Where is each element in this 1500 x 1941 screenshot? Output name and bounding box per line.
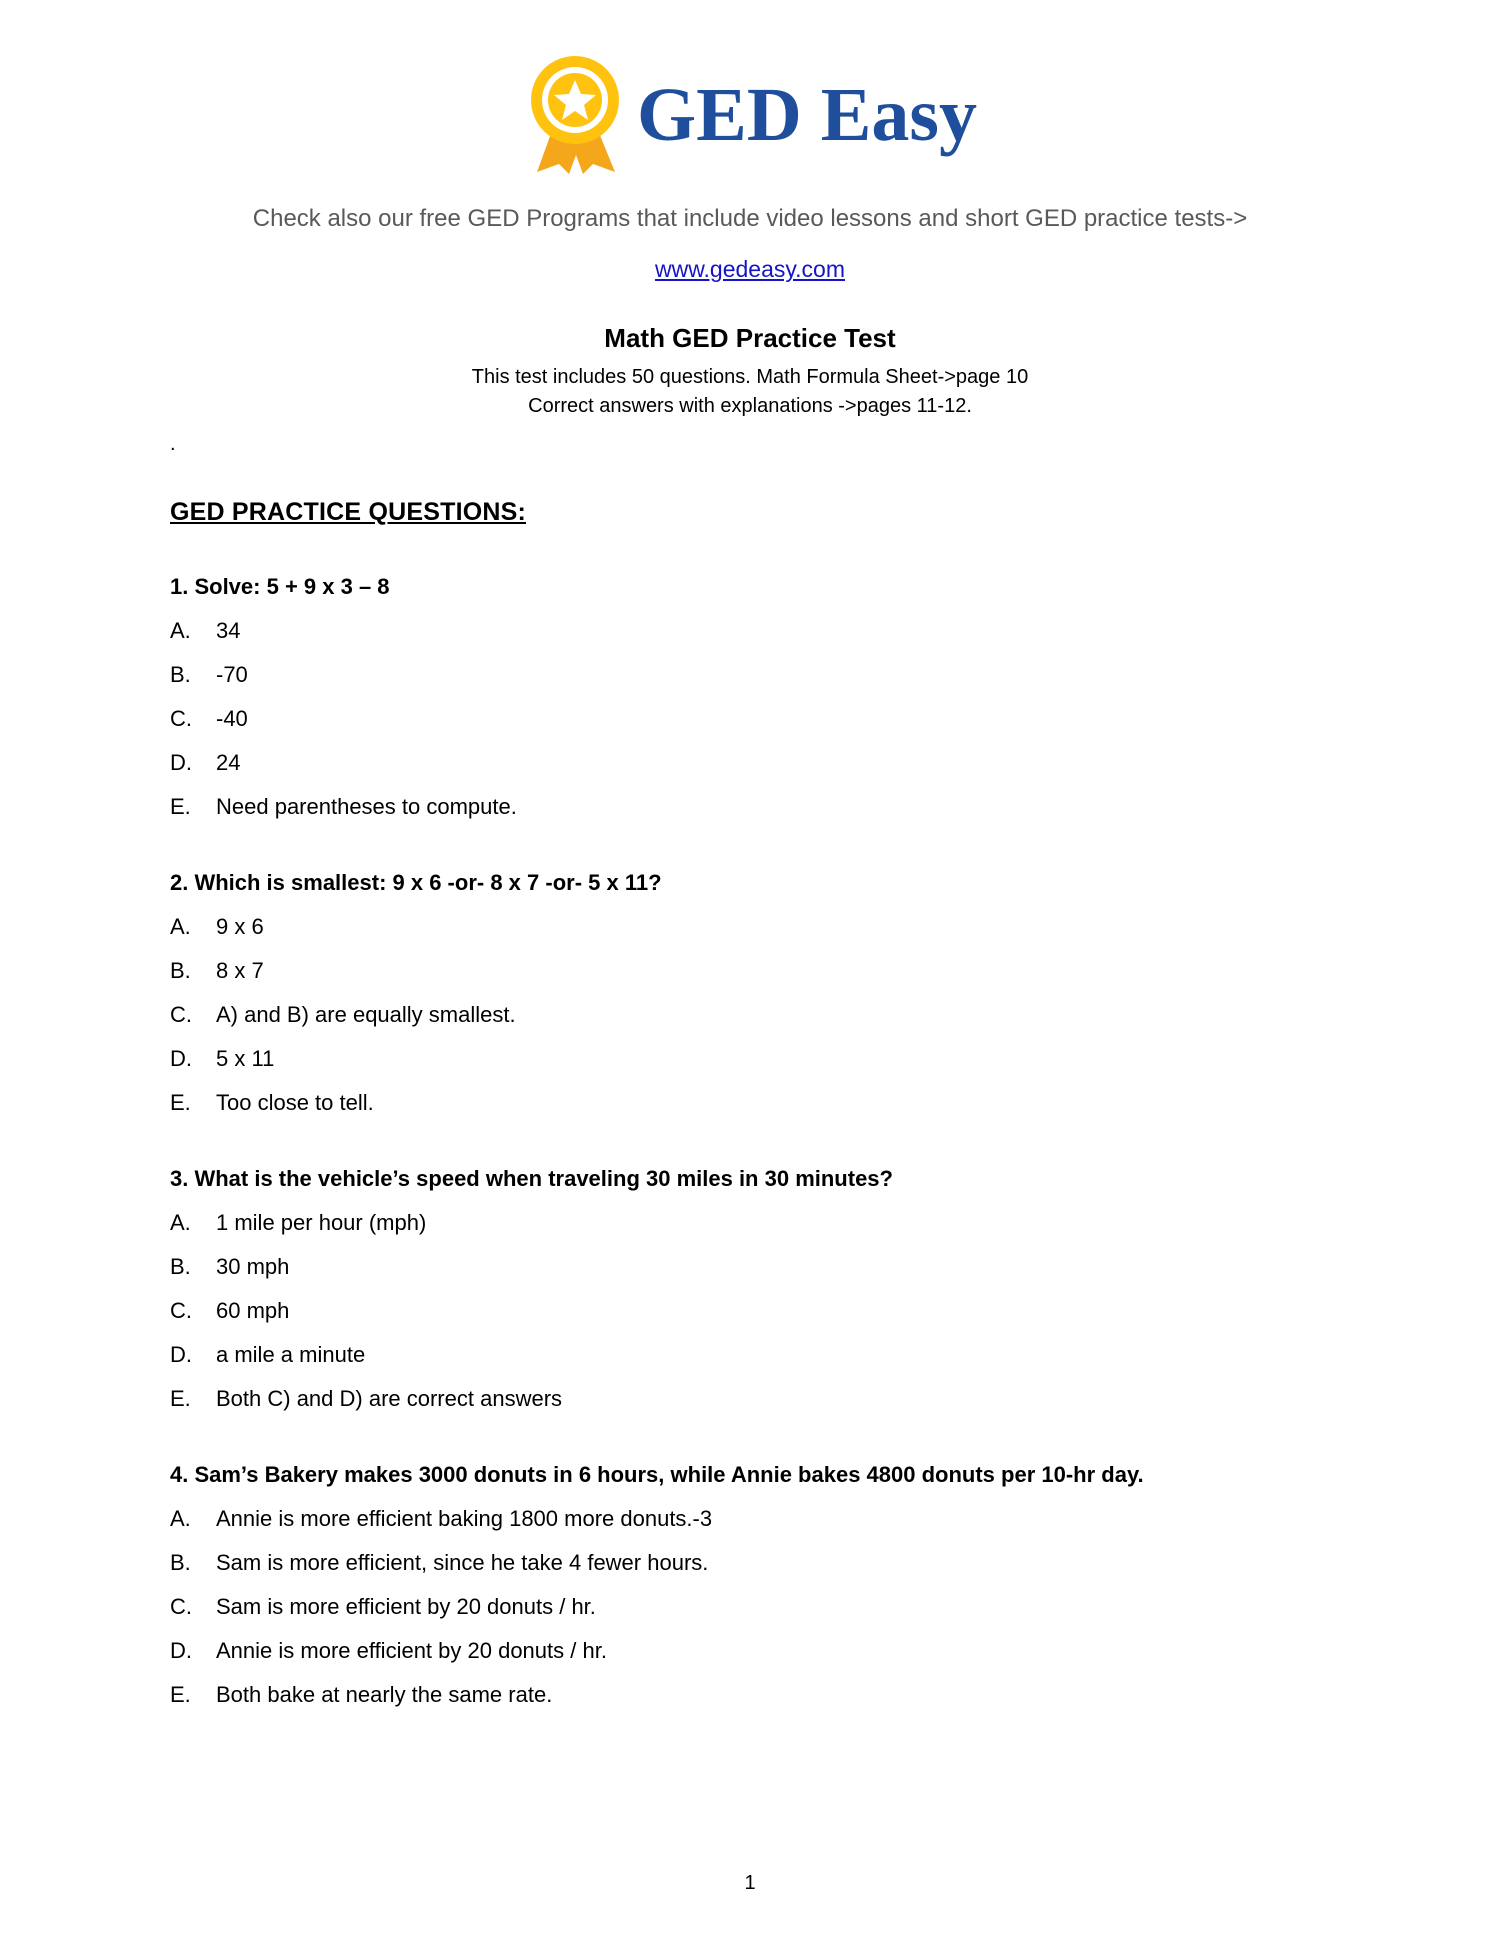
answer-choice[interactable] [170, 1502, 1380, 1535]
choice-text: 34 [216, 617, 241, 643]
choice-letter: E. [170, 1681, 191, 1707]
choice-letter: A. [170, 1209, 191, 1235]
question-block [170, 867, 1380, 1119]
answer-choice[interactable] [170, 1250, 1380, 1283]
answer-choice[interactable] [170, 1206, 1380, 1239]
answer-choice[interactable] [170, 1294, 1380, 1327]
answer-choice[interactable] [170, 1086, 1380, 1119]
choice-text: 60 mph [216, 1297, 290, 1323]
choice-text: Sam is more efficient by 20 donuts / hr. [216, 1593, 596, 1619]
question-block [170, 1163, 1380, 1415]
choice-letter: B. [170, 661, 191, 687]
choice-letter: A. [170, 1505, 191, 1531]
choice-letter: D. [170, 749, 192, 775]
choice-letter: B. [170, 1549, 191, 1575]
question-block [170, 571, 1380, 823]
question-block [170, 1459, 1380, 1711]
ribbon-award-icon [523, 54, 631, 176]
answer-choice[interactable] [170, 658, 1380, 691]
answer-choice[interactable] [170, 746, 1380, 779]
choice-text: Both bake at nearly the same rate. [216, 1681, 553, 1707]
section-heading: GED PRACTICE QUESTIONS: [170, 497, 527, 526]
choice-letter: C. [170, 1001, 192, 1027]
answer-choice[interactable] [170, 1678, 1380, 1711]
choice-text: Sam is more efficient, since he take 4 fewer hours. [216, 1549, 709, 1575]
site-logo [0, 0, 1500, 181]
choice-text: Annie is more efficient by 20 donuts / hr. [216, 1637, 607, 1663]
choice-letter: A. [170, 913, 191, 939]
choice-letter: B. [170, 957, 191, 983]
choice-letter: E. [170, 793, 191, 819]
choice-letter: D. [170, 1341, 192, 1367]
site-url-link[interactable]: www.gedeasy.com [654, 256, 846, 283]
answer-choice[interactable] [170, 614, 1380, 647]
answer-choice[interactable] [170, 1382, 1380, 1415]
choice-text: Annie is more efficient baking 1800 more donuts.-3 [216, 1505, 713, 1531]
choice-text: 1 mile per hour (mph) [216, 1209, 427, 1235]
page-title: Math GED Practice Test [604, 323, 896, 354]
choice-letter: C. [170, 1593, 192, 1619]
choice-letter: E. [170, 1385, 191, 1411]
choice-letter: B. [170, 1253, 191, 1279]
logo-row [523, 54, 977, 176]
answer-choice[interactable] [170, 910, 1380, 943]
tagline: Check also our free GED Programs that include video lessons and short GED practice tests-> [252, 205, 1248, 232]
choice-text: 24 [216, 749, 241, 775]
question-stem: 3. What is the vehicle’s speed when traveling 30 miles in 30 minutes? [170, 1165, 893, 1191]
answer-choice[interactable] [170, 1042, 1380, 1075]
stray-mark: . [170, 432, 176, 455]
answer-choice[interactable] [170, 702, 1380, 735]
choice-text: -40 [216, 705, 248, 731]
choice-text: Both C) and D) are correct answers [216, 1385, 563, 1411]
answer-choice[interactable] [170, 1634, 1380, 1667]
choice-text: 30 mph [216, 1253, 290, 1279]
question-stem: 4. Sam’s Bakery makes 3000 donuts in 6 hours, while Annie bakes 4800 donuts per 10-hr day. [170, 1461, 1144, 1487]
site-link[interactable] [0, 256, 1500, 283]
choice-text: a mile a minute [216, 1341, 366, 1367]
choice-text: 9 x 6 [216, 913, 264, 939]
page-number: 1 [744, 1872, 756, 1894]
document-body [170, 498, 1380, 1711]
choice-letter: A. [170, 617, 191, 643]
question-stem: 1. Solve: 5 + 9 x 3 – 8 [170, 573, 390, 599]
choice-text: 8 x 7 [216, 957, 264, 983]
choice-text: Need parentheses to compute. [216, 793, 517, 819]
answer-choice[interactable] [170, 1338, 1380, 1371]
logo-text: GED Easy [637, 73, 977, 157]
doc-subtitle-line-1: This test includes 50 questions. Math Formula Sheet->page 10 [471, 366, 1029, 389]
answer-choice[interactable] [170, 954, 1380, 987]
doc-subtitle-line-2: Correct answers with explanations ->pages 11-12. [528, 394, 972, 417]
choice-text: A) and B) are equally smallest. [216, 1001, 516, 1027]
answer-choice[interactable] [170, 998, 1380, 1031]
choice-text: 5 x 11 [216, 1045, 275, 1071]
choice-letter: C. [170, 1297, 192, 1323]
choice-letter: D. [170, 1637, 192, 1663]
answer-choice[interactable] [170, 790, 1380, 823]
choice-text: -70 [216, 661, 248, 687]
choice-letter: C. [170, 705, 192, 731]
choice-letter: E. [170, 1089, 191, 1115]
choice-letter: D. [170, 1045, 192, 1071]
answer-choice[interactable] [170, 1546, 1380, 1579]
answer-choice[interactable] [170, 1590, 1380, 1623]
choice-text: Too close to tell. [216, 1089, 374, 1115]
question-stem: 2. Which is smallest: 9 x 6 -or- 8 x 7 -or- 5 x 11? [170, 869, 662, 895]
